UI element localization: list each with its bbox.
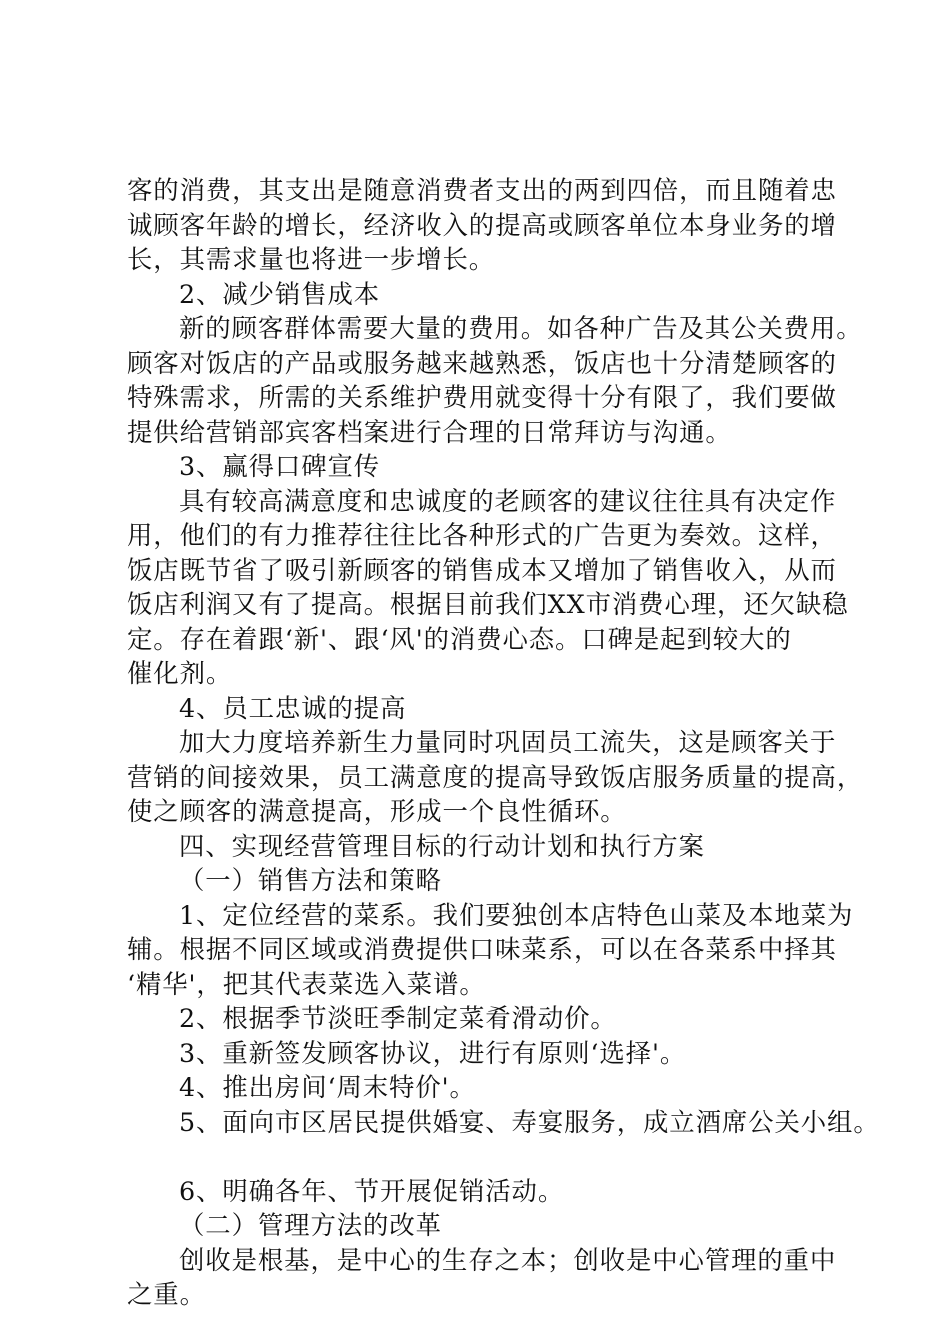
text-line: 加大力度培养新生力量同时巩固员工流失，这是顾客关于 — [179, 727, 837, 757]
text-line: 饭店利润又有了提高。根据目前我们XX市消费心理，还欠缺稳 — [127, 589, 849, 619]
blank-line — [127, 1139, 843, 1174]
text-line: 3、重新签发顾客协议，进行有原则‘选择'。 — [179, 1037, 687, 1068]
text-line: 长，其需求量也将进一步增长。 — [127, 244, 496, 274]
text-line: 3、赢得口碑宣传 — [179, 451, 381, 481]
text-line: 客的消费，其支出是随意消费者支出的两到四倍，而且随着忠 — [127, 175, 837, 205]
text-line: 4、员工忠诚的提高 — [179, 692, 407, 723]
text-line: 四、实现经营管理目标的行动计划和执行方案 — [179, 830, 705, 861]
text-line: 饭店既节省了吸引新顾客的销售成本又增加了销售收入，从而 — [127, 554, 837, 585]
text-line: （二）管理方法的改革 — [179, 1210, 442, 1240]
document-body — [127, 173, 880, 1312]
text-line: 顾客对饭店的产品或服务越来越熟悉，饭店也十分清楚顾客的 — [127, 347, 837, 378]
text-line: 新的顾客群体需要大量的费用。如各种广告及其公关费用。 — [179, 313, 863, 343]
text-line: 提供给营销部宾客档案进行合理的日常拜访与沟通。 — [127, 416, 732, 447]
text-line: 5、面向市区居民提供婚宴、寿宴服务，成立酒席公关小组。 — [179, 1106, 880, 1137]
text-line: 辅。根据不同区域或消费提供口味菜系，可以在各菜系中择其 — [127, 934, 837, 964]
text-line: 定。存在着跟‘新'、跟‘风'的消费心态。口碑是起到较大的 — [127, 623, 792, 654]
text-line: 特殊需求，所需的关系维护费用就变得十分有限了，我们要做 — [127, 382, 837, 412]
text-line: 使之顾客的满意提高，形成一个良性循环。 — [127, 796, 627, 826]
text-line: 营销的间接效果，员工满意度的提高导致饭店服务质量的提高， — [127, 761, 864, 792]
text-line: 用，他们的有力推荐往往比各种形式的广告更为奏效。这样， — [127, 520, 837, 550]
text-line: 创收是根基，是中心的生存之本；创收是中心管理的重中 — [179, 1244, 837, 1275]
text-line: 诚顾客年龄的增长，经济收入的提高或顾客单位本身业务的增 — [127, 209, 837, 240]
text-line: 催化剂。 — [127, 658, 233, 688]
text-line: 1、定位经营的菜系。我们要独创本店特色山菜及本地菜为 — [179, 899, 854, 930]
text-line: 4、推出房间‘周末特价'。 — [179, 1072, 476, 1102]
text-line: 具有较高满意度和忠诚度的老顾客的建议往往具有决定作 — [179, 485, 837, 516]
text-line: 6、明确各年、节开展促销活动。 — [179, 1175, 565, 1206]
text-line: 2、根据季节淡旺季制定菜肴滑动价。 — [179, 1003, 617, 1033]
text-line: ‘精华'，把其代表菜选入菜谱。 — [127, 968, 486, 999]
text-line: （一）销售方法和策略 — [179, 865, 442, 895]
text-line: 之重。 — [127, 1279, 206, 1309]
text-line: 2、减少销售成本 — [179, 278, 381, 309]
